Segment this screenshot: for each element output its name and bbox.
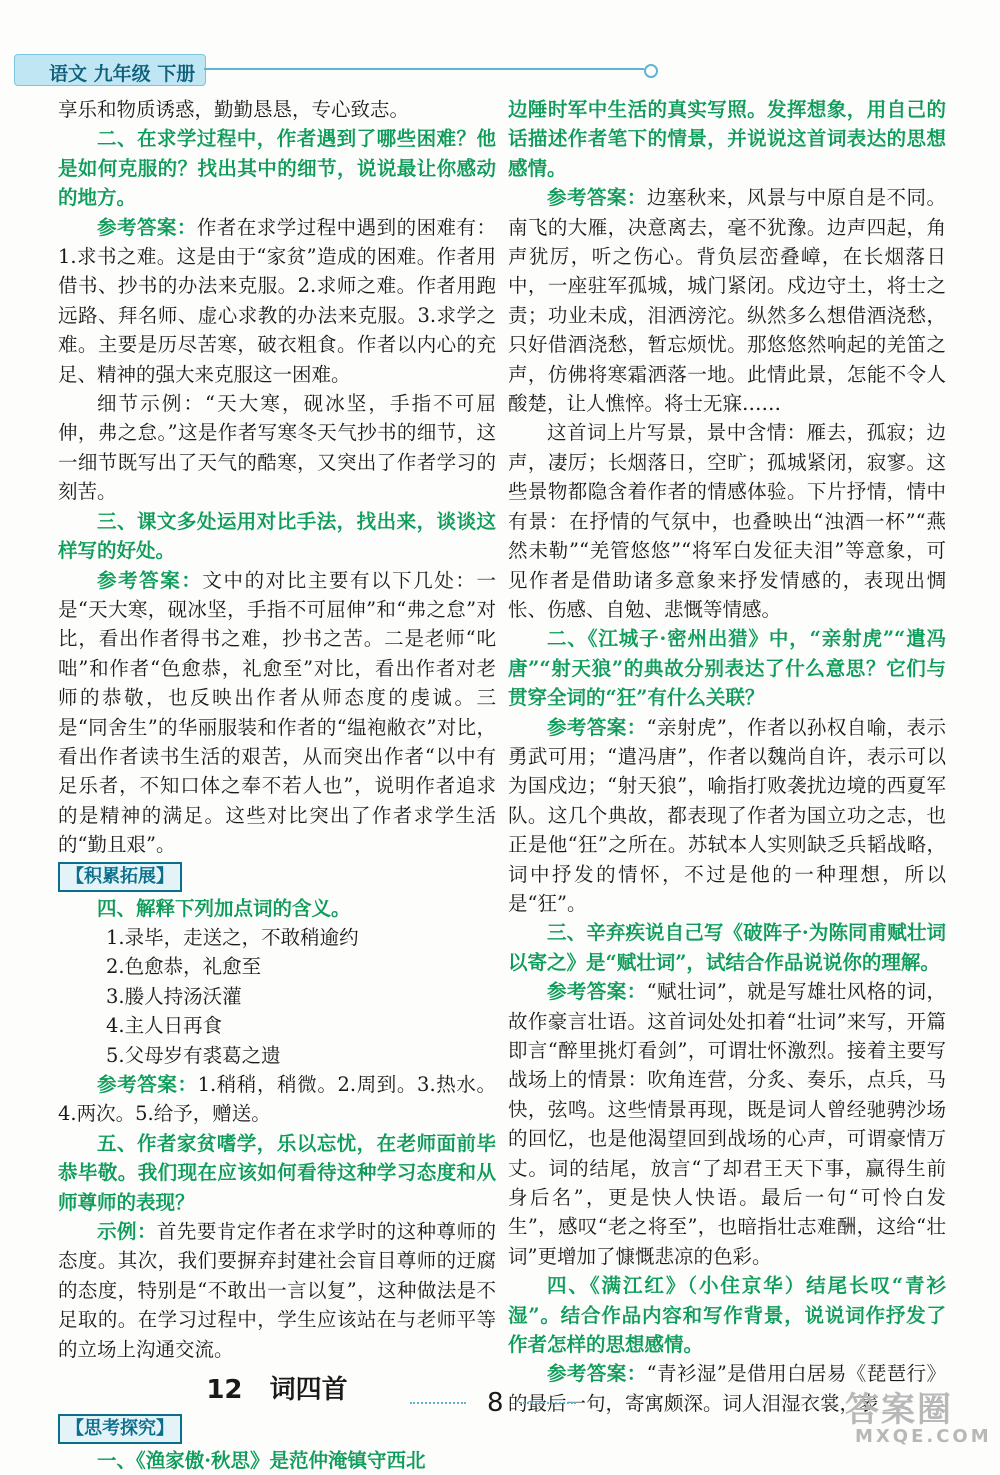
book-title: 语文 九年级 下册 <box>49 63 196 85</box>
answer-1 <box>508 183 946 418</box>
answer-label: 参考答案： <box>547 980 647 1004</box>
answer-text: “青衫湿”是借用白居易《琵琶行》的最后一句，寄寓颇深。词人泪湿衣裳，表 <box>508 1362 946 1415</box>
list-item: 2.色愈恭，礼愈至 <box>106 955 262 979</box>
answer-text: 1.稍稍，稍微。2.周到。3.热水。4.两次。5.给予，赠送。 <box>58 1073 496 1126</box>
answer-1-more: 这首词上片写景，景中含情：雁去，孤寂；边声，凄厉；长烟落日，空旷；孤城紧闭，寂寥。这些景物都隐含着作者的情感体验。下片抒情，情中有景：在抒情的气氛中，也叠映出“浊酒一杯”“燕然未勒”“羌管悠悠”“将军白发征夫泪”等意象，可见作者是借助诸多意象来抒发情感的，表现出惆怅、伤感、自勉、悲慨等情感。 <box>508 421 946 621</box>
question-4: 四、《满江红》（小住京华）结尾长叹“青衫湿”。结合作品内容和写作背景，说说词作抒发了作者怎样的思想感情。 <box>508 1274 946 1357</box>
answer-5 <box>58 1217 496 1364</box>
watermark-logo <box>845 1382 992 1452</box>
answer-text: “亲射虎”，作者以孙权自喻，表示勇武可用；“遣冯唐”，作者以魏尚自许，表示可以为国戍边；“射天狼”，喻指打败袭扰边境的西夏军队。这几个典故，都表现了作者为国立功之志，也正是他“狂”之所在。苏轼本人实则缺乏兵韬战略，词中抒发的情怀，不过是他的一种理想，所以是“狂”。 <box>508 715 946 915</box>
list-item: 4.主人日再食 <box>106 1014 223 1038</box>
question-1-start: 一、《渔家傲·秋思》是范仲淹镇守西北 <box>97 1449 426 1473</box>
list-item: 5.父母岁有裘葛之遗 <box>106 1043 281 1067</box>
section-tag-accumulation: 【积累拓展】 <box>58 862 182 892</box>
header-rule <box>204 68 644 70</box>
answer-text: 文中的对比主要有以下几处：一是“天大寒，砚冰坚，手指不可屈伸”和“弗之怠”对比，看出作者得书之难，抄书之苦。二是老师“叱咄”和作者“色愈恭，礼愈至”对比，看出作者对老师的恭敬，也反映出作者从师态度的虔诚。三是“同舍生”的华丽服装和作者的“缊袍敝衣”对比，看出作者读书生活的艰苦，从而突出作者“以中有足乐者，不知口体之奉不若人也”，说明作者追求的是精神的满足。这些对比突出了作者求学生活的“勤且艰”。 <box>58 568 496 857</box>
watermark-text: 答案圈 <box>845 1390 953 1430</box>
right-column <box>508 95 946 1418</box>
question-5: 五、作者家贫嗜学，乐以忘忧，在老师面前毕恭毕敬。我们现在应该如何看待这种学习态度和从师尊师的表现？ <box>58 1131 496 1214</box>
question-1-cont: 边陲时军中生活的真实写照。发挥想象，用自己的话描述作者笔下的情景，并说说这首词表达的思想感情。 <box>508 98 946 180</box>
section-tag-explore: 【思考探究】 <box>58 1414 182 1444</box>
answer-text: “赋壮词”，就是写雄壮风格的词，故作豪言壮语。这首词处处扣着“壮词”来写，开篇即言“醉里挑灯看剑”，可谓壮怀激烈。接着主要写战场上的情景：吹角连营，分炙、奏乐，点兵，马快，弦鸣。这些情景再现，既是词人曾经驰骋沙场的回忆，也是他渴望回到战场的心声，可谓豪情万丈。词的结尾，放言“了却君王天下事，赢得生前身后名”，更是快人快语。最后一句“可怜白发生”，感叹“老之将至”，也暗指壮志难酬，这给“壮词”更增加了慷慨悲凉的色彩。 <box>508 980 946 1268</box>
footer-ornament <box>410 1402 466 1414</box>
chapter-number: 12 <box>206 1375 243 1406</box>
answer-3 <box>58 566 496 860</box>
word-list <box>58 923 496 1070</box>
answer-label: 示例： <box>97 1220 157 1244</box>
answer-label: 参考答案： <box>97 215 197 239</box>
answer-2-detail: 细节示例：“天大寒，砚冰坚，手指不可屈伸，弗之怠。”这是作者写寒冬天气抄书的细节，这一细节既写出了天气的酷寒，又突出了作者学习的刻苦。 <box>58 392 496 504</box>
chapter-name: 词四首 <box>269 1375 348 1406</box>
page-number: 8 <box>487 1388 504 1418</box>
list-item: 1.录毕，走送之，不敢稍逾约 <box>106 925 359 949</box>
question-3: 三、课文多处运用对比手法，找出来，谈谈这样写的好处。 <box>58 509 496 563</box>
question-2: 二、在求学过程中，作者遇到了哪些困难？他是如何克服的？找出其中的细节，说说最让你感动的地方。 <box>58 127 496 210</box>
footer-ornament <box>520 1402 576 1414</box>
header-label-box <box>14 54 206 86</box>
answer-label: 参考答案： <box>547 1362 647 1386</box>
header-ornament-dot <box>644 64 658 78</box>
question-4: 四、解释下列加点词的含义。 <box>97 896 351 920</box>
answer-2 <box>508 713 946 919</box>
answer-4 <box>58 1070 496 1129</box>
answer-2 <box>58 213 496 389</box>
watermark-url: MXQE.COM <box>855 1426 992 1447</box>
answer-label: 参考答案： <box>97 568 203 592</box>
page-header <box>0 38 1000 88</box>
answer-text: 作者在求学过程中遇到的困难有：1.求书之难。这是由于“家贫”造成的困难。作者用借书、抄书的办法来克服。2.求师之难。作者用跑远路、拜名师、虚心求教的办法来克服。3.求学之难。主要是历尽苦寒，破衣粗食。作者以内心的充足、精神的强大来克服这一困难。 <box>58 215 496 386</box>
question-3: 三、辛弃疾说自己写《破阵子·为陈同甫赋壮词以寄之》是“赋壮词”，试结合作品说说你的理解。 <box>508 921 946 974</box>
answer-label: 参考答案： <box>97 1073 198 1096</box>
answer-text: 首先要肯定作者在求学时的这种尊师的态度。其次，我们要摒弃封建社会盲目尊师的迂腐的态度，特别是“不敢出一言以复”，这种做法是不足取的。在学习过程中，学生应该站在与老师平等的立场上沟通交流。 <box>58 1220 496 1361</box>
paragraph: 享乐和物质诱惑，勤勤恳恳，专心致志。 <box>58 98 410 121</box>
question-2: 二、《江城子·密州出猎》中，“亲射虎”“遣冯唐”“射天狼”的典故分别表达了什么意思？它们与贯穿全词的“狂”有什么关联？ <box>508 627 946 710</box>
answer-text: 边塞秋来，风景与中原自是不同。南飞的大雁，决意离去，毫不犹豫。边声四起，角声犹厉，听之伤心。背负层峦叠嶂，在长烟落日中，一座驻军孤城，城门紧闭。戍边守土，将士之责；功业未成，泪洒滂沱。纵然多么想借酒浇愁，只好借酒浇愁，暂忘烦忧。那悠悠然响起的羌笛之声，仿佛将寒霜洒落一地。此情此景，怎能不令人酸楚，让人憔悴。将士无寐…… <box>508 186 946 416</box>
answer-3 <box>508 977 946 1271</box>
answer-label: 参考答案： <box>547 186 647 210</box>
left-column <box>58 95 496 1475</box>
answer-label: 参考答案： <box>547 715 647 739</box>
list-item: 3.媵人持汤沃灌 <box>106 984 242 1008</box>
